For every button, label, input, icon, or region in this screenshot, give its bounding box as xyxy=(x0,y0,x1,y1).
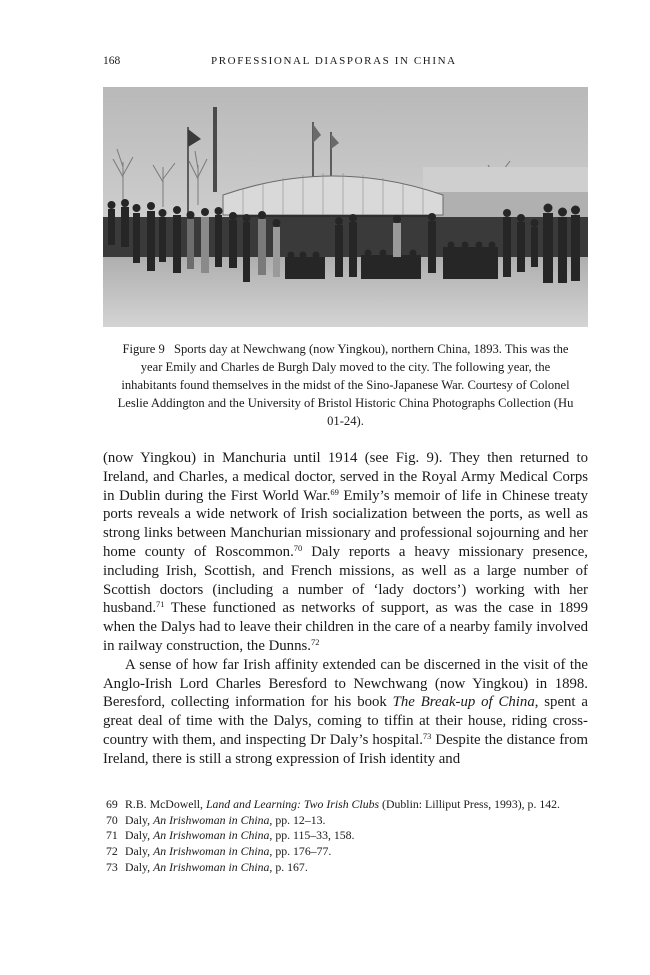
footnote-ref: 73 xyxy=(422,730,432,741)
italic-title: An Irishwoman in China xyxy=(153,812,270,827)
text-run: A sense of how far Irish affinity extended can be discerned in the visit of the Anglo-Irish Lord Charles Beresford to Newchwang (now Yingkou) in 1898. Beresford, collecting information for his book xyxy=(103,656,588,711)
footnote-number: 70 xyxy=(106,812,118,827)
text-run: Daly, xyxy=(125,859,154,874)
footnote-ref: 70 xyxy=(293,542,303,553)
paragraph xyxy=(103,449,588,656)
italic-title: The Break-up of China xyxy=(392,694,535,711)
footnote-number: 72 xyxy=(106,844,118,859)
page-number: 168 xyxy=(103,55,121,67)
text-run: (Dublin: Lilliput Press, 1993), p. 142. xyxy=(379,797,560,811)
footnote xyxy=(103,828,588,844)
text-run: (now Yingkou) in Manchuria until 1914 (see Fig. 9). They then returned to Ireland, and Charles, a medical doctor, served in the Royal Army Medical Corps in Dublin during the First World War. xyxy=(103,450,588,504)
footnote xyxy=(103,844,588,860)
text-run: R.B. McDowell, xyxy=(125,797,206,811)
footnote-ref: 71 xyxy=(156,599,165,610)
text-run: Emily’s memoir of life in Chinese treaty ports reveals a wide network of Irish socialization between the ports, as well as strong links between Manchurian missionary and professional sojourning and her home county of Roscommon. xyxy=(103,487,588,560)
footnotes xyxy=(103,797,588,876)
italic-title: An Irishwoman in China xyxy=(153,828,270,843)
footnote-number: 73 xyxy=(106,859,118,874)
text-run: Daly, xyxy=(125,844,154,859)
italic-title: An Irishwoman in China xyxy=(153,844,270,859)
page-header xyxy=(103,55,588,71)
figure-caption-text: Sports day at Newchwang (now Yingkou), northern China, 1893. This was the year Emily and Charles de Burgh Daly moved to the city. The following year, the inhabitants found themselves in the midst of the Sino-Japanese War. Courtesy of Colonel Leslie Addington and the University of Bristol Historic China Photographs Collection (Hu 01-24). xyxy=(117,342,574,428)
footnote xyxy=(103,813,588,829)
footnote-ref: 72 xyxy=(310,636,320,647)
text-run: Despite the distance from Ireland, there is still a strong expression of Irish identity and xyxy=(103,731,588,767)
text-run: , p. 167. xyxy=(269,859,308,874)
figure-photograph xyxy=(103,87,588,327)
text-run: , spent a great deal of time with the Dalys, coming to tiffin at their house, riding cross-country with them, and inspecting Dr Daly’s hospital. xyxy=(103,694,588,748)
text-run: Daly, xyxy=(125,812,154,827)
italic-title: Land and Learning: Two Irish Clubs xyxy=(205,797,380,811)
footnote-ref: 69 xyxy=(330,486,339,497)
figure-label: Figure 9 xyxy=(122,342,165,356)
footnote-number: 69 xyxy=(106,797,118,811)
text-run: , pp. 176–77. xyxy=(269,844,332,859)
paragraph xyxy=(103,656,588,769)
footnote-number: 71 xyxy=(106,828,118,843)
text-run: , pp. 12–13. xyxy=(269,812,326,827)
footnote xyxy=(103,860,588,876)
text-run: These functioned as networks of support, as was the case in 1899 when the Dalys had to leave their children in the care of a nearby family involved in railway construction, the Dunns. xyxy=(103,600,588,654)
body-text xyxy=(103,449,588,769)
text-run: Daly, xyxy=(125,828,154,843)
figure-caption xyxy=(115,340,576,430)
text-run: Daly reports a heavy missionary presence, including Irish, Scottish, and French missions, as well as a large number of Scottish doctors (including a number of ‘lady doctors’) working with her husband. xyxy=(103,543,589,617)
running-head: PROFESSIONAL DIASPORAS IN CHINA xyxy=(211,55,457,67)
italic-title: An Irishwoman in China xyxy=(153,859,270,874)
footnote xyxy=(103,797,588,813)
text-run: , pp. 115–33, 158. xyxy=(269,828,355,843)
